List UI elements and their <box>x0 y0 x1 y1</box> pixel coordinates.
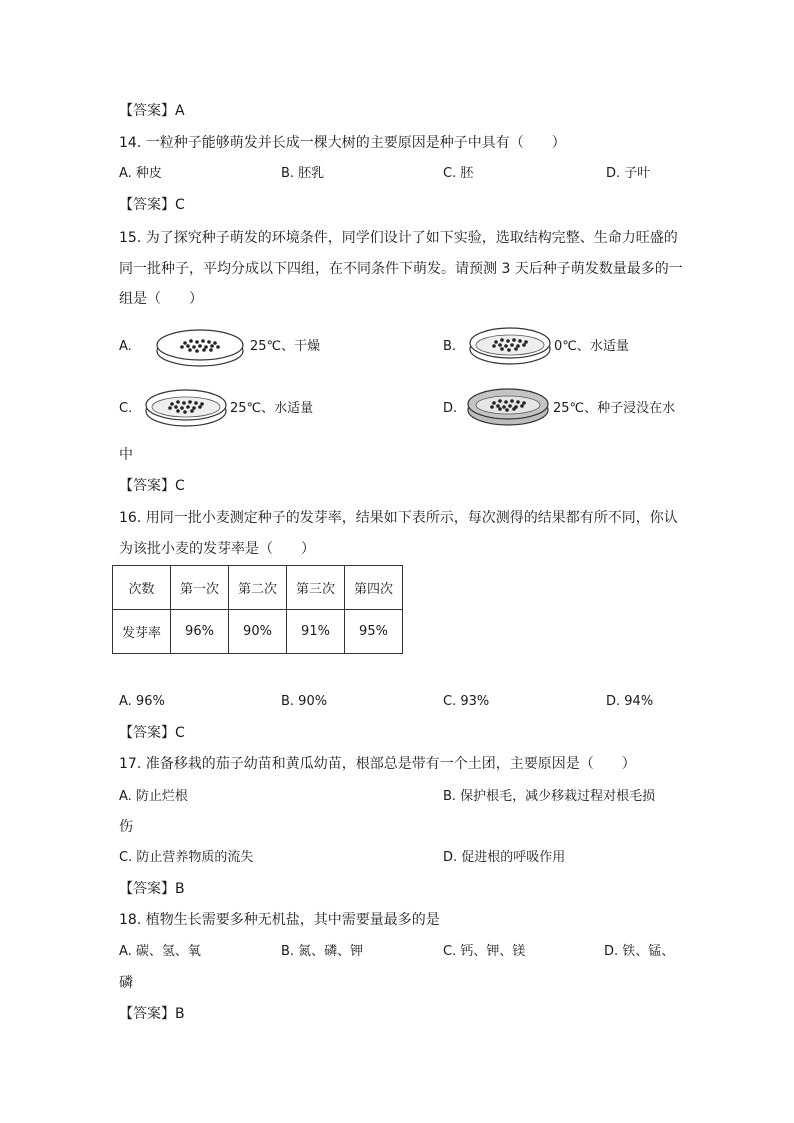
question-15-line2: 同一批种子，平均分成以下四组，在不同条件下萌发。请预测 3 天后种子萌发数量最多的一 <box>119 261 683 277</box>
q17-option-c: C. 防止营养物质的流失 <box>119 850 254 865</box>
answer-13: 【答案】A <box>119 103 185 119</box>
question-16-line1: 16. 用同一批小麦测定种子的发芽率，结果如下表所示，每次测得的结果都有所不同，你认 <box>119 510 678 526</box>
q15-option-b-letter: B. <box>443 339 457 354</box>
q14-option-c: C. 胚 <box>443 166 474 181</box>
q16-option-d: D. 94% <box>606 694 654 709</box>
table-header-cell: 次数 <box>113 566 171 610</box>
question-14-stem: 14. 一粒种子能够萌发并长成一棵大树的主要原因是种子中具有（ ） <box>119 135 566 151</box>
q15-wrap-text: 中 <box>119 447 133 463</box>
table-cell: 91% <box>287 610 345 654</box>
petri-dish-moist-icon <box>144 387 228 429</box>
question-15-line1: 15. 为了探究种子萌发的环境条件，同学们设计了如下实验，选取结构完整、生命力旺盛的 <box>119 230 678 246</box>
table-header-cell: 第一次 <box>171 566 229 610</box>
q15-option-c-condition: 25℃、水适量 <box>230 401 314 416</box>
q16-option-b: B. 90% <box>281 694 328 709</box>
q15-option-a-condition: 25℃、干燥 <box>250 339 321 354</box>
q15-option-d-letter: D. <box>443 401 458 416</box>
q18-option-c: C. 钙、钾、镁 <box>443 944 526 959</box>
answer-17: 【答案】B <box>119 881 185 897</box>
answer-16: 【答案】C <box>119 725 185 741</box>
table-cell: 96% <box>171 610 229 654</box>
petri-dish-dry-icon <box>155 328 245 368</box>
germination-rate-table <box>112 565 403 654</box>
q15-option-c-letter: C. <box>119 401 133 416</box>
q16-option-c: C. 93% <box>443 694 490 709</box>
answer-15: 【答案】C <box>119 478 185 494</box>
q18-option-a: A. 碳、氢、氧 <box>119 944 201 959</box>
q17-option-b: B. 保护根毛，减少移栽过程对根毛损 <box>443 789 656 804</box>
petri-dish-cold-icon <box>468 325 552 367</box>
table-cell: 发芽率 <box>113 610 171 654</box>
answer-14: 【答案】C <box>119 197 185 213</box>
q17-wrap-text: 伤 <box>119 819 133 835</box>
table-cell: 90% <box>229 610 287 654</box>
q15-option-b-condition: 0℃、水适量 <box>554 339 629 354</box>
table-header-cell: 第四次 <box>345 566 403 610</box>
question-17-stem: 17. 准备移栽的茄子幼苗和黄瓜幼苗，根部总是带有一个土团，主要原因是（ ） <box>119 756 636 772</box>
q17-option-a: A. 防止烂根 <box>119 789 188 804</box>
q14-option-b: B. 胚乳 <box>281 166 325 181</box>
q18-option-d: D. 铁、锰、 <box>604 944 675 959</box>
q17-option-d: D. 促进根的呼吸作用 <box>443 850 566 865</box>
question-18-stem: 18. 植物生长需要多种无机盐，其中需要量最多的是 <box>119 912 440 928</box>
q18-option-b: B. 氮、磷、钾 <box>281 944 364 959</box>
petri-dish-submerged-icon <box>466 386 550 428</box>
answer-18: 【答案】B <box>119 1006 185 1022</box>
table-header-cell: 第三次 <box>287 566 345 610</box>
q14-option-d: D. 子叶 <box>606 166 651 181</box>
q15-option-a-letter: A. <box>119 339 132 354</box>
q14-option-a: A. 种皮 <box>119 166 162 181</box>
table-header-row <box>113 566 403 610</box>
table-header-cell: 第二次 <box>229 566 287 610</box>
question-16-line2: 为该批小麦的发芽率是（ ） <box>119 541 315 557</box>
q18-wrap-text: 磷 <box>119 975 133 991</box>
question-15-line3: 组是（ ） <box>119 291 203 307</box>
q16-option-a: A. 96% <box>119 694 165 709</box>
table-row <box>113 610 403 654</box>
table-cell: 95% <box>345 610 403 654</box>
q15-option-d-condition: 25℃、种子浸没在水 <box>553 401 676 416</box>
